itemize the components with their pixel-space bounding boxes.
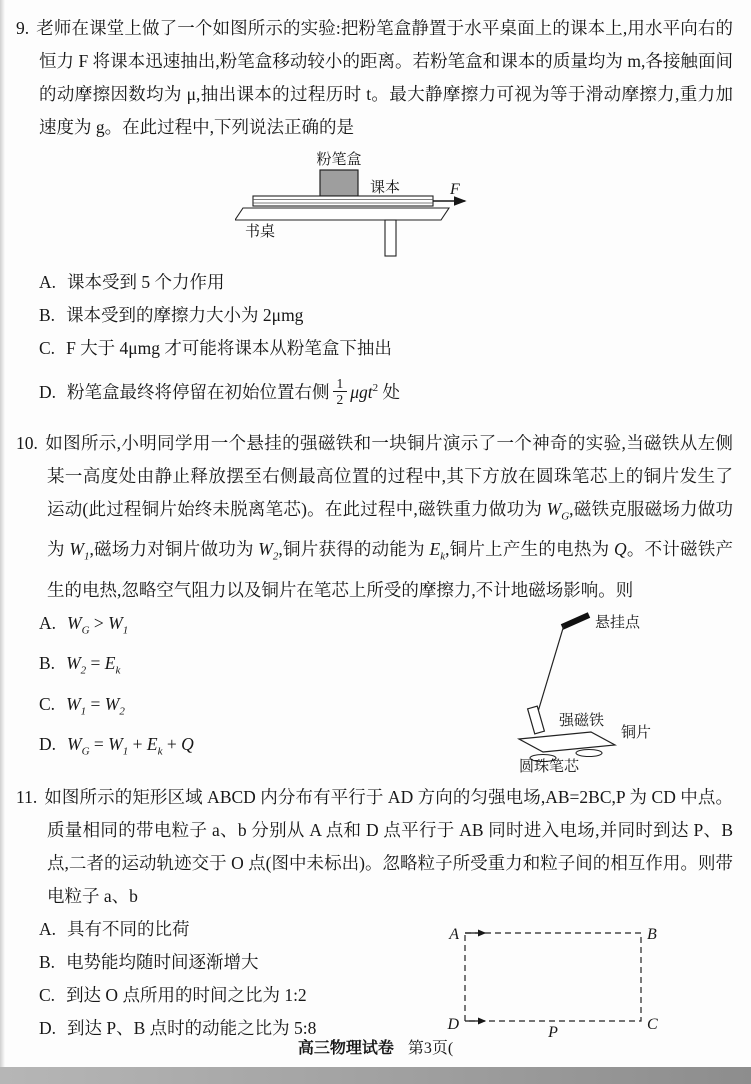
stem-text: 如图所示,小明同学用一个悬挂的强磁铁和一块铜片演示了一个神奇的实验,当磁铁从左侧某一高度处由静止释放摆至右侧最高位置的过程中,其下方放在圆珠笔芯上的铜片发生了运动(此过程铜片始终未脱离笔芯)。在此过程中,磁铁重力做功为 [44, 432, 733, 519]
q10-stem [16, 427, 733, 607]
corner-c-label: C [647, 1015, 658, 1033]
field-region-rect [465, 933, 641, 1021]
q10-figure [507, 601, 735, 773]
refill-label: 圆珠笔芯 [519, 758, 580, 773]
option-text-tail: 处 [382, 381, 401, 402]
q9-option-d [16, 365, 733, 415]
option-label: A. [39, 918, 57, 939]
math-var: E [429, 539, 441, 560]
desk-label: 书桌 [245, 224, 276, 240]
math-var: W [66, 693, 81, 714]
math-sub: k [157, 745, 163, 758]
option-label: B. [39, 951, 56, 972]
fraction [333, 377, 348, 408]
math-sub: 1 [80, 705, 87, 718]
stem-text: ,磁铁克服磁场力做功为 [47, 498, 734, 560]
math-var: W [108, 734, 123, 755]
option-text: 到达 P、B 点时的动能之比为 5:8 [67, 1017, 317, 1038]
math-var: Q [613, 539, 627, 560]
q9-stem [16, 12, 733, 144]
math-sub: 1 [122, 624, 129, 637]
math-op: = [89, 734, 109, 755]
pendulum-string [537, 625, 564, 715]
math-sub: 2 [119, 705, 125, 718]
pen-refill [576, 749, 602, 756]
math-sub: G [561, 510, 570, 523]
math-var: μgt [350, 381, 373, 402]
option-label: B. [39, 653, 56, 674]
chalkbox-label: 粉笔盒 [316, 152, 362, 168]
option-label: C. [39, 984, 56, 1005]
chalkbox-book-desk-figure [235, 148, 475, 260]
formula [67, 612, 129, 637]
math-op: + [162, 734, 182, 755]
q9-option-c [16, 332, 733, 365]
option-label: C. [39, 338, 56, 358]
q9-number: 9. [16, 18, 30, 38]
scan-edge-left [0, 0, 5, 1084]
point-p-label: P [548, 1023, 558, 1041]
math-op: = [86, 693, 105, 714]
suspension-label: 悬挂点 [595, 614, 641, 631]
option-text: 具有不同的比荷 [67, 918, 190, 939]
math-var: W [66, 653, 81, 674]
q11-number: 11. [16, 786, 38, 807]
force-label: F [450, 181, 460, 198]
option-label: A. [39, 272, 57, 292]
math-var: W [67, 612, 82, 633]
math-var: W [69, 539, 84, 560]
option-label: B. [39, 305, 56, 325]
math-sub: 1 [83, 550, 90, 563]
stem-text: 老师在课堂上做了一个如图所示的实验:把粉笔盒静置于水平桌面上的课本上,用水平向右的恒力 F 将课本迅速抽出,粉笔盒移动较小的距离。若粉笔盒和课本的质量均为 m,各接触面间的动摩擦因数均为 μ,抽出课本的过程历时 t。最大静摩擦力可视为等于滑动摩擦力,重力加速度为 g。在此过程中,下列说法正确的是 [36, 18, 733, 137]
stem-text: ,磁场力对铜片做功为 [89, 539, 259, 560]
math-var: W [104, 693, 120, 714]
copper-sheet [519, 732, 615, 752]
option-label: C. [39, 693, 56, 714]
fraction-numerator: 1 [333, 377, 348, 392]
magnet [528, 706, 545, 734]
stem-text: 。不计磁铁产生的电热,忽略空气阻力以及铜片在笔芯上所受的摩擦力,不计地磁场影响。则 [47, 539, 734, 600]
math-sup: 2 [372, 382, 379, 394]
fraction-denominator: 2 [336, 392, 344, 408]
corner-d-label: D [447, 1015, 459, 1033]
math-op: = [86, 653, 105, 674]
desk-top [235, 208, 449, 220]
scan-edge-bottom [0, 1067, 751, 1084]
math-sub: G [81, 624, 90, 637]
option-text: 课本受到的摩擦力大小为 2μmg [66, 305, 304, 325]
footer-title: 高三物理试卷 [297, 1040, 394, 1057]
math-op: > [89, 612, 109, 633]
option-text-pre: 粉笔盒最终将停留在初始位置右侧 [67, 381, 330, 402]
math-var: W [258, 539, 273, 560]
option-label: A. [39, 612, 57, 633]
math-sub: k [440, 550, 446, 563]
math-var: Q [181, 734, 194, 755]
desk-leg [385, 220, 396, 256]
option-label: D. [39, 734, 57, 755]
option-text: 到达 O 点所用的时间之比为 1:2 [66, 984, 307, 1005]
q11-stem [16, 781, 733, 913]
option-text: F 大于 4μmg 才可能将课本从粉笔盒下抽出 [66, 338, 392, 358]
question-10 [16, 427, 734, 773]
option-text: 电势能均随时间逐渐增大 [66, 951, 259, 972]
math-var: W [108, 612, 123, 633]
magnet-label: 强磁铁 [559, 712, 605, 729]
q10-number: 10. [16, 432, 38, 453]
option-label: D. [39, 381, 57, 402]
math-sub: 2 [80, 664, 87, 677]
math-var: E [104, 653, 116, 674]
q11-figure [443, 919, 663, 1051]
question-11 [16, 781, 733, 1045]
math-sub: 1 [122, 745, 129, 758]
page-footer [0, 1035, 751, 1058]
option-label: D. [39, 1017, 57, 1038]
chalkbox-rect [320, 170, 358, 196]
q9-option-a [16, 266, 733, 299]
math-sub: 2 [272, 550, 279, 563]
stem-text: ,铜片上产生的电热为 [445, 539, 614, 560]
stem-text: 如图所示的矩形区域 ABCD 内分布有平行于 AD 方向的匀强电场,AB=2BC,P 为 CD 中点。质量相同的带电粒子 a、b 分别从 A 点和 D 点平行于 AB 同时进入电场,并同时到达 P、B 点,二者的运动轨迹交于 O 点(图中未标出)。忽略粒子所受重力和粒子间的相互作用。则带电粒子 a、b [44, 786, 733, 906]
math-var: W [67, 734, 82, 755]
option-text: 课本受到 5 个力作用 [67, 272, 225, 292]
pendulum-magnet-figure [507, 601, 735, 773]
corner-a-label: A [449, 925, 459, 943]
book-label: 课本 [369, 180, 401, 196]
question-9 [16, 12, 733, 415]
stem-text: ,铜片获得的动能为 [278, 539, 430, 560]
field-region-figure [443, 919, 663, 1051]
corner-b-label: B [647, 925, 657, 943]
math-op: + [128, 734, 147, 755]
copper-label: 铜片 [621, 724, 652, 741]
formula [67, 734, 194, 758]
option-text [67, 375, 401, 408]
formula [66, 693, 125, 718]
formula [66, 653, 121, 677]
footer-page-number: 第3页( [407, 1040, 454, 1057]
q9-figure [16, 148, 733, 264]
math-sub: G [81, 745, 90, 758]
math-var: W [546, 498, 562, 519]
suspension-bar [562, 615, 589, 627]
math-sub: k [115, 664, 121, 677]
math-var: E [146, 734, 158, 755]
q9-option-b [16, 299, 733, 332]
book-rect [253, 196, 433, 206]
